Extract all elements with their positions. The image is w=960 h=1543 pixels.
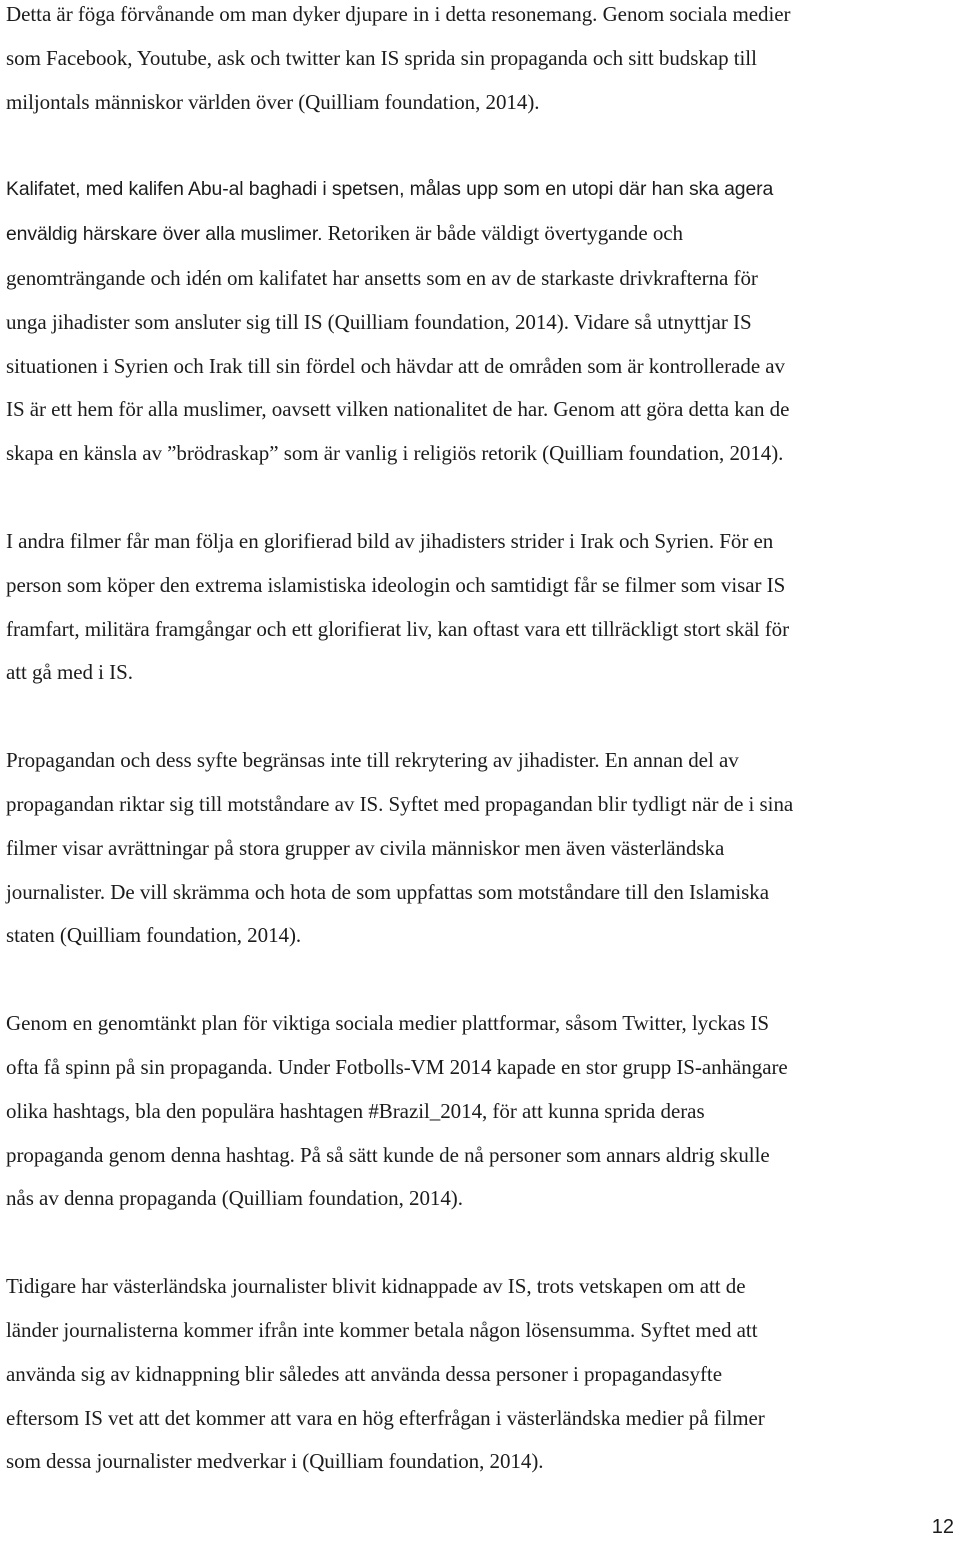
text-line: Genom en genomtänkt plan för viktiga sociala medier plattformar, såsom Twitter, lyckas IS bbox=[6, 1011, 769, 1036]
text-segment: Vidare så utnyttjar IS bbox=[573, 309, 752, 334]
paragraph-social-media bbox=[6, 0, 958, 124]
text-line: länder journalisterna kommer ifrån inte kommer betala någon lösensumma. Syftet med att bbox=[6, 1317, 758, 1342]
text-line-mixed bbox=[6, 301, 958, 345]
text-segment: enväldig härskare över alla muslimer. bbox=[6, 223, 323, 246]
text-line: person som köper den extrema islamistiska ideologin och samtidigt får se filmer som visar IS bbox=[6, 572, 786, 597]
text-line: genomträngande och idén om kalifatet har ansetts som en av de starkaste drivkrafterna för bbox=[6, 265, 758, 290]
text-line-mixed bbox=[6, 212, 958, 257]
text-line: Propagandan och dess syfte begränsas inte till rekrytering av jihadister. En annan del av bbox=[6, 748, 739, 773]
paragraph-kidnapping bbox=[6, 1265, 958, 1484]
text-line: Kalifatet, med kalifen Abu-al baghadi i spetsen, målas upp som en utopi där han ska agera bbox=[6, 178, 774, 201]
text-line: ofta få spinn på sin propaganda. Under Fotbolls-VM 2014 kapade en stor grupp IS-anhängare bbox=[6, 1054, 788, 1079]
text-line: filmer visar avrättningar på stora grupper av civila människor men även västerländska bbox=[6, 835, 725, 860]
text-line: som dessa journalister medverkar i (Quilliam foundation, 2014). bbox=[6, 1449, 544, 1474]
text-segment: Retoriken är både väldigt övertygande och bbox=[327, 221, 683, 246]
paragraph-caliphate bbox=[6, 168, 958, 476]
text-line: staten (Quilliam foundation, 2014). bbox=[6, 923, 302, 948]
text-line: I andra filmer får man följa en glorifierad bild av jihadisters strider i Irak och Syrien. För en bbox=[6, 528, 774, 553]
text-line: skapa en känsla av ”brödraskap” som är vanlig i religiös retorik (Quilliam foundation, 2014). bbox=[6, 441, 784, 466]
document-body bbox=[6, 0, 958, 1528]
text-line: Tidigare har västerländska journalister blivit kidnappade av IS, trots vetskapen om att de bbox=[6, 1274, 746, 1299]
paragraph-films bbox=[6, 520, 958, 695]
text-segment: IS är ett hem för alla muslimer, oavsett vilken nationalitet de har. bbox=[6, 397, 549, 422]
text-line: journalister. De vill skrämma och hota de som uppfattas som motståndare till den Islamiska bbox=[6, 879, 770, 904]
text-line: använda sig av kidnappning blir således att använda dessa personer i propagandasyfte bbox=[6, 1361, 722, 1386]
text-line: propagandan riktar sig till motståndare av IS. Syftet med propagandan blir tydligt när de i sina bbox=[6, 791, 794, 816]
text-line: situationen i Syrien och Irak till sin fördel och hävdar att de områden som är kontrollerade av bbox=[6, 353, 786, 378]
paragraph-propaganda-purpose bbox=[6, 739, 958, 958]
text-line: att gå med i IS. bbox=[6, 660, 133, 685]
text-line: propaganda genom denna hashtag. På så sätt kunde de nå personer som annars aldrig skulle bbox=[6, 1142, 770, 1167]
page-number: 12 bbox=[931, 1516, 954, 1538]
text-segment: Genom att göra detta kan de bbox=[553, 397, 790, 422]
text-segment: unga jihadister som ansluter sig till IS (Quilliam foundation, 2014). bbox=[6, 309, 569, 334]
text-line: eftersom IS vet att det kommer att vara en hög efterfrågan i västerländska medier på filmer bbox=[6, 1405, 765, 1430]
text-line-mixed bbox=[6, 388, 958, 432]
text-line: Detta är föga förvånande om man dyker djupare in i detta resonemang. Genom sociala medier bbox=[6, 2, 791, 26]
text-line: olika hashtags, bla den populära hashtagen #Brazil_2014, för att kunna sprida deras bbox=[6, 1098, 705, 1123]
paragraph-hashtags bbox=[6, 1002, 958, 1221]
text-line: nås av denna propaganda (Quilliam foundation, 2014). bbox=[6, 1186, 463, 1211]
text-line: framfart, militära framgångar och ett glorifierat liv, kan oftast vara ett tillräckligt stort skäl för bbox=[6, 616, 790, 641]
text-line: miljontals människor världen över (Quilliam foundation, 2014). bbox=[6, 89, 540, 114]
text-line: som Facebook, Youtube, ask och twitter kan IS sprida sin propaganda och sitt budskap till bbox=[6, 45, 757, 70]
